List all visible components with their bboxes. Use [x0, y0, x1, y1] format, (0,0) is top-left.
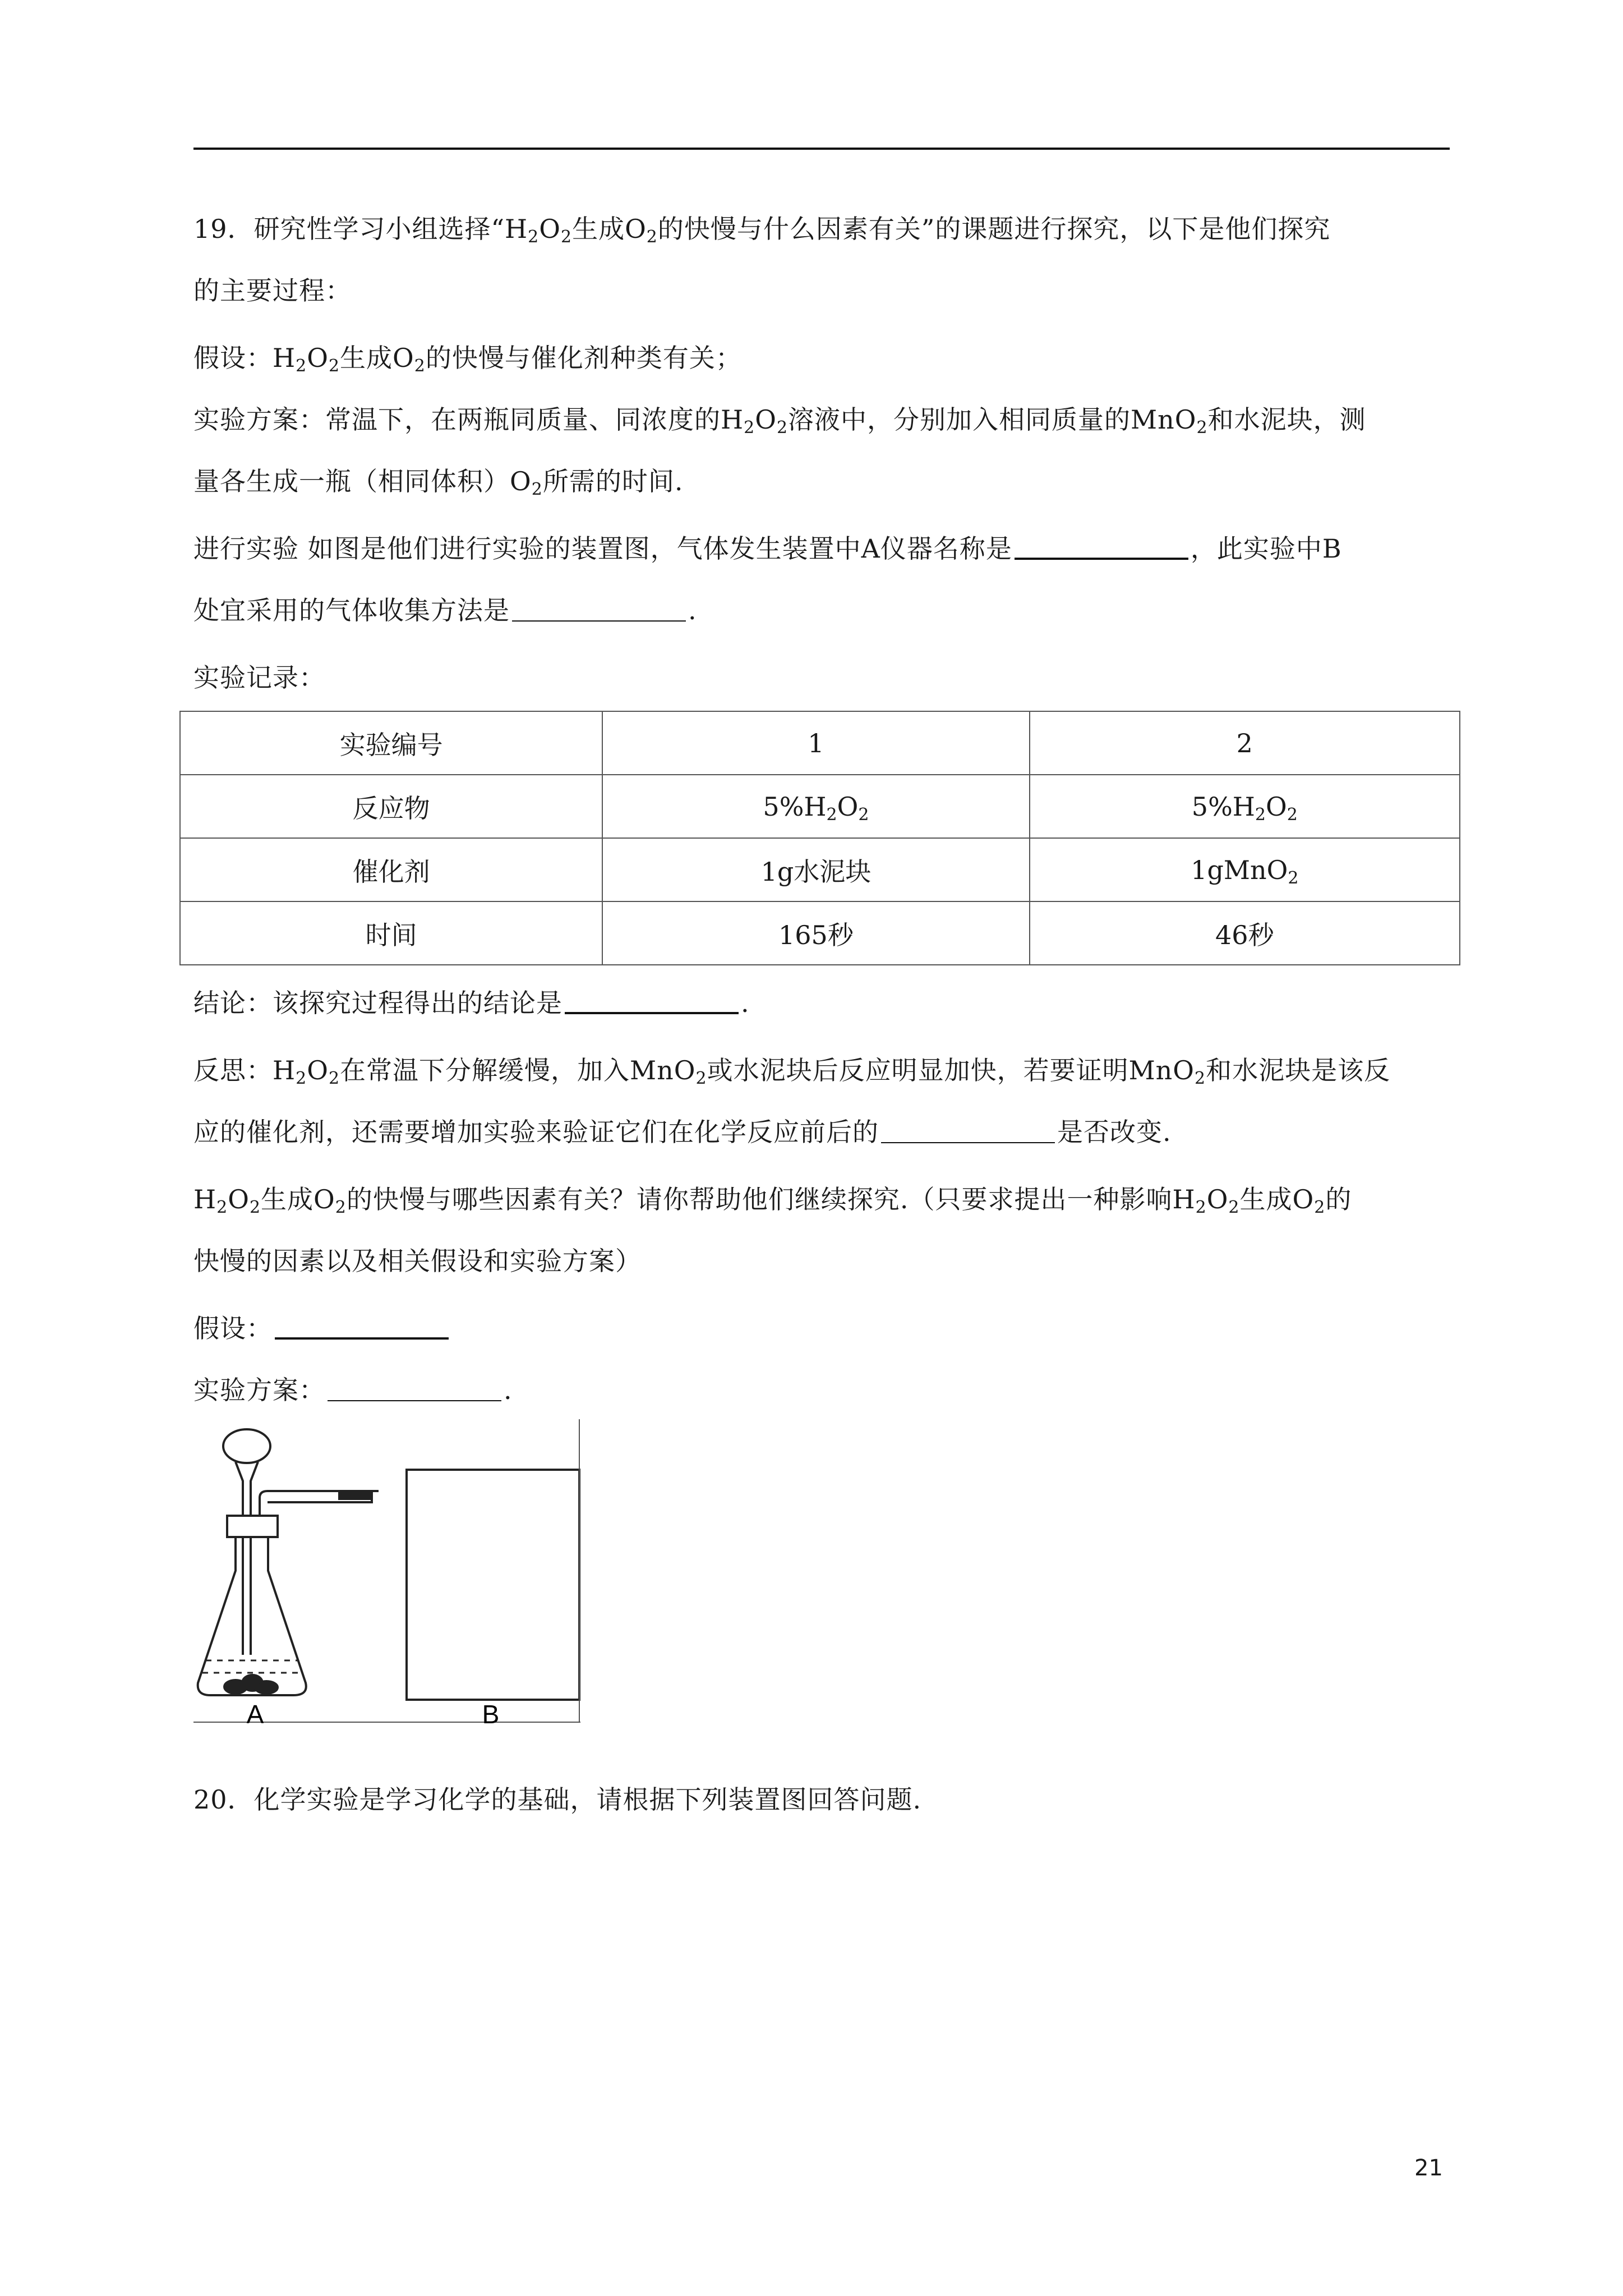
answer-blank-instrument[interactable]	[1015, 532, 1188, 560]
table-cell: 165秒	[602, 901, 1029, 965]
record-label: 实验记录：	[193, 662, 325, 693]
table-cell: 1gMnO$_2$	[1030, 838, 1460, 901]
answer-blank-hypothesis[interactable]	[275, 1312, 449, 1340]
experiment-line1: 进行实验 如图是他们进行实验的装置图，气体发生装置中A仪器名称是 ，此实验中B	[193, 532, 1342, 565]
plan-line2: 量各生成一瓶（相同体积）$O_2$所需的时间.	[193, 466, 684, 499]
experiment-record-table	[179, 711, 1460, 965]
table-row	[180, 901, 1460, 965]
header-rule	[193, 148, 1450, 150]
reflection-line1: 反思：$H_2O_2$在常温下分解缓慢，加入MnO$_2$或水泥块后反应明显加快，若要证明MnO$_2$和水泥块是该反	[193, 1055, 1391, 1088]
answer-blank-plan[interactable]	[328, 1374, 501, 1401]
table-cell: 1	[602, 711, 1029, 775]
q20-line: 20．化学实验是学习化学的基础，请根据下列装置图回答问题.	[193, 1784, 922, 1815]
table-cell: 催化剂	[180, 838, 602, 901]
collection-box-b	[407, 1470, 579, 1700]
plan-line1: 实验方案：常温下，在两瓶同质量、同浓度的$H_2O_2$溶液中，分别加入相同质量的MnO$_2$和水泥块，测	[193, 404, 1366, 438]
extension-line1: $H_2O_2$生成$O_2$的快慢与哪些因素有关？请你帮助他们继续探究.（只要求提出一种影响$H_2O_2$生成$O_2$的	[193, 1184, 1352, 1217]
table-row	[180, 711, 1460, 775]
extension-line2: 快慢的因素以及相关假设和实验方案）	[193, 1246, 642, 1276]
table-cell: 1g水泥块	[602, 838, 1029, 901]
hypothesis-line: 假设：$H_2O_2$生成$O_2$的快慢与催化剂种类有关；	[193, 343, 742, 376]
figure-label-a: A	[246, 1700, 264, 1729]
table-row	[180, 838, 1460, 901]
apparatus-figure	[193, 1419, 580, 1733]
reflection-line2: 应的催化剂，还需要增加实验来验证它们在化学反应前后的 是否改变.	[193, 1117, 1172, 1147]
table-cell: $5\%H_2O_2$	[1030, 775, 1460, 838]
plan3-line: 实验方案： .	[193, 1375, 513, 1405]
table-cell: 2	[1030, 711, 1460, 775]
table-cell: $5\%H_2O_2$	[602, 775, 1029, 838]
flask-apparatus-a	[198, 1429, 379, 1695]
q19-line1: 19．研究性学习小组选择“$H_2O_2$生成$O_2$的快慢与什么因素有关”的课题进行探究，以下是他们探究	[193, 214, 1331, 247]
conclusion-line: 结论：该探究过程得出的结论是 .	[193, 986, 750, 1020]
figure-label-b: B	[482, 1700, 500, 1729]
answer-blank-reflection[interactable]	[881, 1116, 1055, 1143]
table-cell: 反应物	[180, 775, 602, 838]
page-number: 21	[1414, 2155, 1443, 2181]
answer-blank-conclusion[interactable]	[565, 986, 739, 1014]
q19-line2: 的主要过程：	[193, 275, 352, 306]
experiment-line2: 处宜采用的气体收集方法是 .	[193, 595, 697, 625]
table-row	[180, 775, 1460, 838]
hypothesis2-line: 假设：	[193, 1312, 451, 1345]
table-cell: 46秒	[1030, 901, 1460, 965]
table-cell: 实验编号	[180, 711, 602, 775]
table-cell: 时间	[180, 901, 602, 965]
answer-blank-collection[interactable]	[512, 595, 686, 622]
